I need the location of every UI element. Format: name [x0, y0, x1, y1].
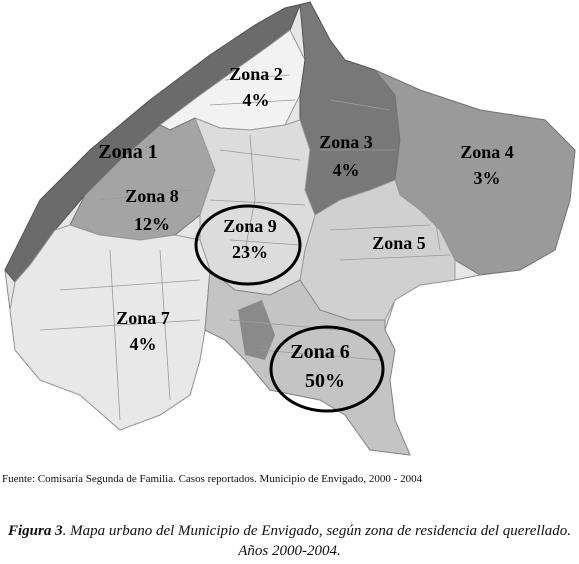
- zone-5-label: [372, 233, 426, 253]
- source-note: Fuente: Comisaría Segunda de Familia. Casos reportados. Municipio de Envigado, 2000 - 2004: [2, 473, 423, 485]
- zone-3-percent: 4%: [332, 160, 360, 180]
- zone-7-name: Zona 7: [116, 308, 170, 328]
- zone-8-percent: 12%: [134, 214, 170, 234]
- zone-2-name: Zona 2: [229, 64, 283, 84]
- zone-7-percent: 4%: [129, 334, 157, 354]
- figure-caption: [0, 521, 579, 561]
- zone-1-name: Zona 1: [98, 141, 158, 163]
- zone-5-name: Zona 5: [372, 233, 426, 253]
- zone-8-name: Zona 8: [125, 186, 179, 206]
- zone-3-name: Zona 3: [319, 132, 373, 152]
- zone-1-label: [98, 141, 157, 163]
- zone-4-percent: 3%: [473, 168, 501, 188]
- zone-9-name: Zona 9: [223, 216, 277, 236]
- zone-4-name: Zona 4: [460, 142, 514, 162]
- zone-6-percent: 50%: [305, 370, 345, 392]
- zone-2-percent: 4%: [242, 90, 270, 110]
- zone-9-percent: 23%: [232, 242, 268, 262]
- zone-6-name: Zona 6: [290, 341, 350, 363]
- zone-3-area: [300, 2, 400, 215]
- figure-label: Figura 3: [8, 523, 63, 539]
- figure-caption-text: . Mapa urbano del Municipio de Envigado, según zona de residencia del querellado. Años 2000-2004.: [62, 523, 571, 559]
